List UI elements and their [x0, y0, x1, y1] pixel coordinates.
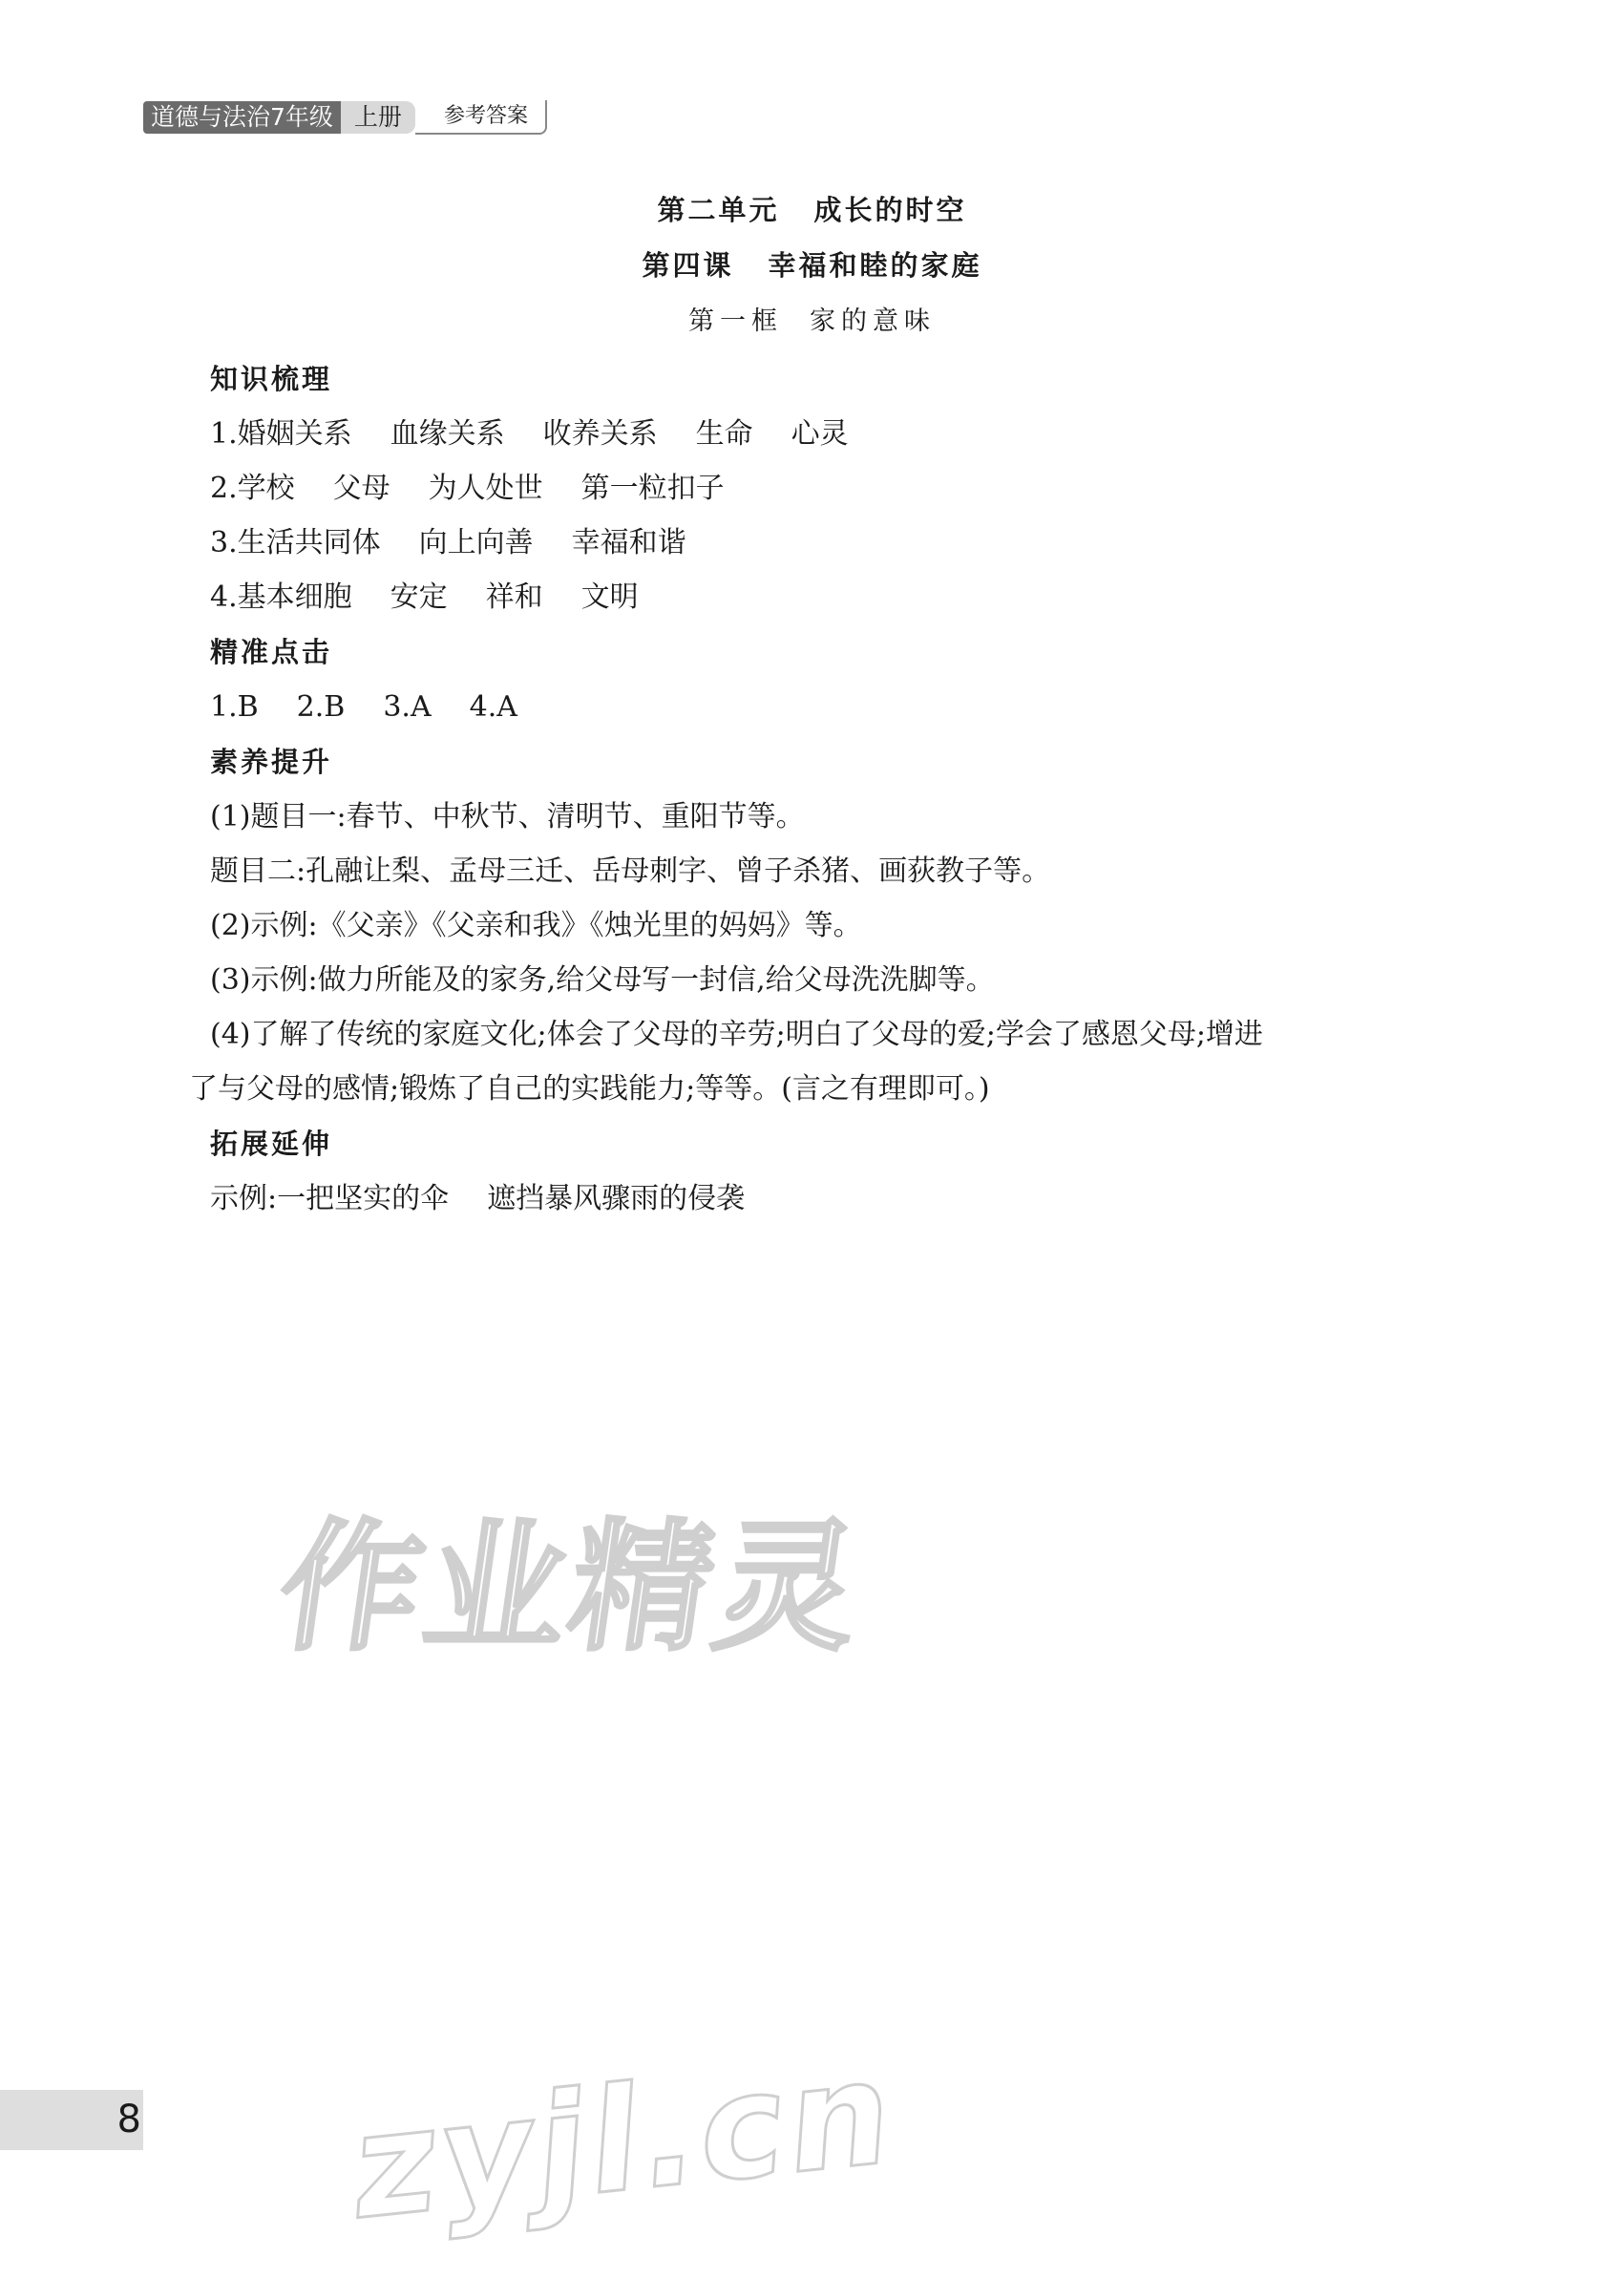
extend-example — [210, 1171, 1451, 1226]
list-item: 收养关系 — [542, 417, 658, 451]
list-item: 2.学校 — [210, 472, 295, 505]
section-heading-precise: 精准点击 — [210, 636, 333, 668]
answer-content — [189, 351, 1451, 1226]
unit-number: 第二单元 — [657, 194, 780, 226]
list-item: 幸福和谐 — [571, 526, 686, 559]
page-header — [143, 101, 547, 134]
list-item: 4.基本细胞 — [210, 580, 352, 614]
page-number-text: 8 — [116, 2098, 141, 2141]
header-subject: 道德与法治7年级 — [143, 101, 341, 134]
header-tag: 参考答案 — [415, 100, 547, 135]
lesson-name: 幸福和睦的家庭 — [768, 249, 982, 282]
list-item: 安定 — [390, 580, 448, 614]
frame-name: 家的意味 — [810, 306, 936, 336]
unit-name: 成长的时空 — [813, 194, 967, 226]
list-item: 1.婚姻关系 — [210, 417, 352, 451]
list-item: 祥和 — [485, 580, 543, 614]
unit-title — [0, 189, 1624, 228]
literacy-answer-1: (1)题目一:春节、中秋节、清明节、重阳节等。 — [210, 800, 805, 833]
knowledge-line-2 — [210, 461, 1451, 516]
literacy-answer-4b: 了与父母的感情;锻炼了自己的实践能力;等等。(言之有理即可。) — [189, 1072, 990, 1106]
answer-4: 4.A — [469, 690, 517, 724]
page-number — [0, 2090, 143, 2150]
list-item: 血缘关系 — [390, 417, 505, 451]
lesson-number: 第四课 — [642, 249, 734, 282]
frame-number: 第一框 — [688, 306, 783, 336]
literacy-answer-2: (2)示例:《父亲》《父亲和我》《烛光里的妈妈》等。 — [210, 909, 862, 942]
example-part-2: 遮挡暴风骤雨的侵袭 — [487, 1182, 746, 1215]
knowledge-line-1 — [210, 407, 1451, 461]
example-part-1: 示例:一把坚实的伞 — [210, 1182, 450, 1215]
lesson-title — [0, 244, 1624, 284]
list-item: 文明 — [580, 580, 639, 614]
watermark-logo-text: 作业精灵 — [269, 1506, 874, 1670]
section-heading-literacy: 素养提升 — [210, 746, 333, 778]
literacy-answer-3: (3)示例:做力所能及的家务,给父母写一封信,给父母洗洗脚等。 — [210, 963, 995, 997]
literacy-answer-1b: 题目二:孔融让梨、孟母三迁、岳母刺字、曾子杀猪、画荻教子等。 — [210, 854, 1051, 888]
answer-2: 2.B — [296, 690, 346, 724]
frame-title — [0, 300, 1624, 337]
list-item: 为人处世 — [428, 472, 543, 505]
list-item: 第一粒扣子 — [580, 472, 725, 505]
header-volume: 上册 — [341, 101, 415, 134]
knowledge-line-4 — [210, 570, 1451, 624]
list-item: 3.生活共同体 — [210, 526, 381, 559]
list-item: 心灵 — [791, 417, 849, 451]
section-heading-knowledge: 知识梳理 — [210, 363, 333, 395]
answer-3: 3.A — [383, 690, 432, 724]
list-item: 向上向善 — [418, 526, 534, 559]
literacy-answer-4a: (4)了解了传统的家庭文化;体会了父母的辛劳;明白了父母的爱;学会了感恩父母;增进 — [210, 1018, 1263, 1051]
section-heading-extend: 拓展延伸 — [210, 1128, 333, 1160]
precise-answers — [210, 680, 1451, 734]
watermark-url: zyjl.cn — [348, 2028, 901, 2253]
list-item: 生命 — [695, 417, 753, 451]
knowledge-line-3 — [210, 516, 1451, 570]
answer-1: 1.B — [210, 690, 259, 724]
list-item: 父母 — [332, 472, 390, 505]
